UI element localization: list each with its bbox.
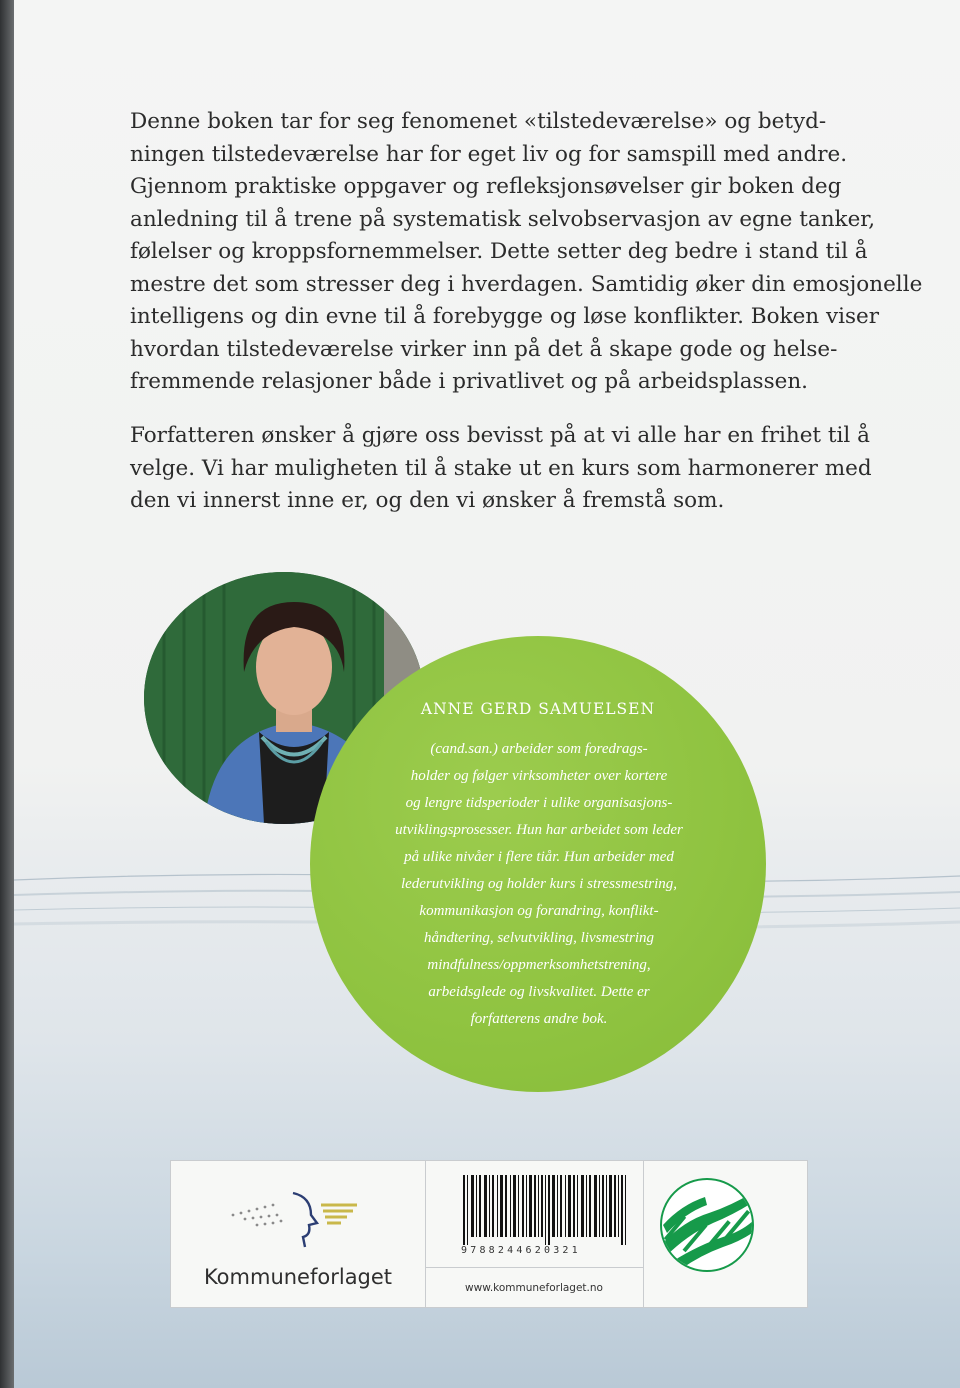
author-name: ANNE GERD SAMUELSEN — [420, 700, 656, 718]
blurb-line: følelser og kroppsfornemmelser. Dette setter deg bedre i stand til å — [130, 239, 868, 264]
publisher-name: Kommuneforlaget — [203, 1265, 393, 1289]
blurb-line: mestre det som stresser deg i hverdagen. Samtidig øker din emosjonelle — [130, 271, 923, 297]
blurb-paragraph-1 — [130, 106, 923, 399]
isbn-digits: 9788244620321 — [461, 1245, 581, 1256]
blurb-line: anledning til å trene på systematisk selvobservasjon av egne tanker, — [130, 206, 876, 232]
ecolabel-cell — [643, 1161, 807, 1307]
bio-line: kommunikasjon og forandring, konflikt- — [419, 903, 659, 919]
bio-line: og lengre tidsperioder i ulike organisasjons- — [405, 795, 673, 811]
book-back-cover — [14, 0, 960, 1388]
blurb-line: hvordan tilstedeværelse virker inn på det å skape gode og helse- — [130, 336, 838, 362]
publisher-logo-cell — [171, 1161, 426, 1307]
barcode-cell — [425, 1161, 644, 1307]
blurb-paragraph-2 — [130, 420, 872, 518]
bio-line: håndtering, selvutvikling, livsmestring — [424, 930, 654, 946]
bio-line: arbeidsglede og livskvalitet. Dette er — [428, 984, 650, 1000]
bio-line: mindfulness/oppmerksomhetstrening, — [427, 957, 651, 973]
bio-line: holder og følger virksomheter over kortere — [410, 768, 668, 784]
blurb-line: fremmende relasjoner både i privatlivet og på arbeidsplassen. — [130, 369, 809, 394]
blurb-line: Denne boken tar for seg fenomenet «tilstedeværelse» og betyd- — [130, 109, 827, 134]
barcode-icon — [425, 1161, 643, 1251]
bio-line: på ulike nivåer i flere tiår. Hun arbeider med — [404, 849, 674, 865]
face-profile-logo-icon — [171, 1161, 425, 1261]
bio-line: forfatterens andre bok. — [470, 1011, 608, 1027]
bio-line: lederutvikling og holder kurs i stressmestring, — [400, 876, 678, 892]
blurb-line: ningen tilstedeværelse har for eget liv og for samspill med andre. — [130, 141, 848, 167]
spine-shadow — [0, 0, 14, 1388]
bio-line: (cand.san.) arbeider som foredrags- — [430, 741, 648, 757]
blurb-line: den vi innerst inne er, og den vi ønsker å fremstå som. — [130, 488, 725, 513]
blurb-line: Gjennom praktiske oppgaver og refleksjonsøvelser gir boken deg — [130, 174, 842, 199]
publisher-website: www.kommuneforlaget.no — [425, 1267, 643, 1308]
author-bio — [324, 736, 754, 1033]
blurb-line: intelligens og din evne til å forebygge og løse konflikter. Boken viser — [130, 304, 880, 329]
bio-line: utviklingsprosesser. Hun har arbeidet som leder — [395, 822, 683, 838]
blurb-line: Forfatteren ønsker å gjøre oss bevisst på at vi alle har en frihet til å — [130, 423, 870, 448]
blurb-line: velge. Vi har muligheten til å stake ut en kurs som harmonerer med — [130, 455, 872, 481]
nordic-swan-ecolabel-icon — [643, 1161, 807, 1307]
publisher-footer — [170, 1160, 808, 1308]
